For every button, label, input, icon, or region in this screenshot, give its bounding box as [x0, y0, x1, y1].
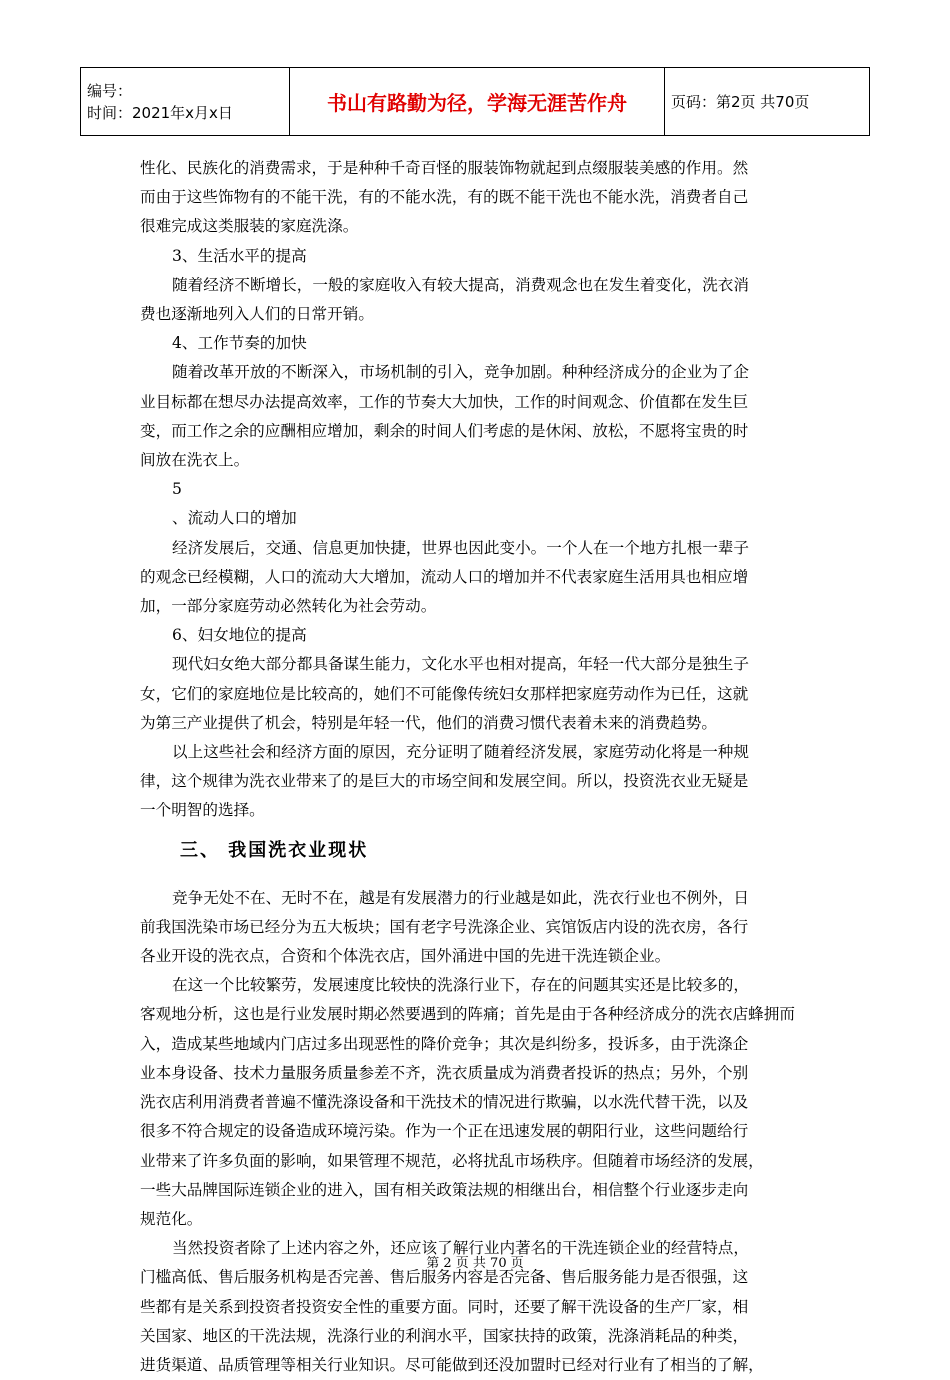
text-line: 为第三产业提供了机会，特别是年轻一代，他们的消费习惯代表着未来的消费趋势。	[140, 713, 717, 732]
text-line: 5	[172, 480, 182, 499]
text-line: 现代妇女绝大部分都具备谋生能力，文化水平也相对提高，年轻一代大部分是独生子	[172, 655, 749, 674]
body-paragraphs-part1	[140, 154, 812, 826]
document-date-label: 时间：2021年x月x日	[87, 103, 233, 122]
text-line: 的观念已经模糊，人口的流动大大增加，流动人口的增加并不代表家庭生活用具也相应增	[140, 567, 749, 586]
text-line: 规范化。	[140, 1209, 203, 1228]
text-line: 以上这些社会和经济方面的原因，充分证明了随着经济发展，家庭劳动化将是一种规	[172, 743, 749, 762]
page-footer: 第 2 页 共 70 页	[426, 1256, 524, 1271]
text-line: 性化、民族化的消费需求，于是种种千奇百怪的服装饰物就起到点缀服装美感的作用。然	[140, 159, 749, 177]
text-line: 经济发展后，交通、信息更加快捷，世界也因此变小。一个人在一个地方扎根一辈子	[172, 538, 749, 557]
text-line: 业目标都在想尽办法提高效率，工作的节奏大大加快，工作的时间观念、价值都在发生巨	[140, 392, 749, 411]
text-line: 关国家、地区的干洗法规，洗涤行业的利润水平，国家扶持的政策，洗涤消耗品的种类，	[140, 1326, 749, 1345]
text-line: 费也逐渐地列入人们的日常开销。	[140, 305, 374, 324]
text-line: 前我国洗染市场已经分为五大板块；国有老字号洗涤企业、宾馆饭店内设的洗衣房，各行	[140, 917, 749, 936]
text-line: 入，造成某些地域内门店过多出现恶性的降价竞争；其次是纠纷多，投诉多，由于洗涤企	[140, 1034, 749, 1053]
text-line: 在这一个比较繁劳，发展速度比较快的洗涤行业下，存在的问题其实还是比较多的，	[172, 976, 749, 995]
text-line: 当然投资者除了上述内容之外，还应该了解行业内著名的干洗连锁企业的经营特点，	[172, 1239, 749, 1258]
header-page-info: 页码：第2页 共70页	[665, 68, 870, 136]
text-line: 进货渠道、品质管理等相关行业知识。尽可能做到还没加盟时已经对行业有了相当的了解，	[140, 1355, 764, 1374]
text-line: 业带来了许多负面的影响，如果管理不规范，必将扰乱市场秩序。但随着市场经济的发展，	[140, 1151, 764, 1170]
text-line: 4、工作节奏的加快	[172, 334, 307, 353]
text-line: 间放在洗衣上。	[140, 451, 250, 470]
text-line: 一个明智的选择。	[140, 801, 265, 820]
text-line: 而由于这些饰物有的不能干洗，有的不能水洗，有的既不能干洗也不能水洗，消费者自己	[140, 188, 749, 207]
text-line: 客观地分析，这也是行业发展时期必然要遇到的阵痛；首先是由于各种经济成分的洗衣店蜂拥而	[140, 1005, 795, 1024]
document-body	[140, 154, 812, 1380]
text-line: 一些大品牌国际连锁企业的进入，国有相关政策法规的相继出台，相信整个行业逐步走向	[140, 1180, 749, 1199]
text-line: 些都有是关系到投资者投资安全性的重要方面。同时，还要了解干洗设备的生产厂家，相	[140, 1297, 749, 1316]
text-line: 洗衣店利用消费者普遍不懂洗涤设备和干洗技术的情况进行欺骗，以水洗代替干洗，以及	[140, 1093, 749, 1112]
text-line: 门槛高低、售后服务机构是否完善、售后服务内容是否完备、售后服务能力是否很强，这	[140, 1268, 749, 1287]
text-line: 6、妇女地位的提高	[172, 626, 307, 645]
header-left-cell	[81, 68, 290, 136]
text-line: 3、生活水平的提高	[172, 246, 307, 265]
document-header-table	[80, 67, 870, 136]
text-line: 变，而工作之余的应酬相应增加，剩余的时间人们考虑的是休闲、放松，不愿将宝贵的时	[140, 421, 749, 440]
body-paragraphs-part2	[140, 884, 812, 1380]
text-line: 律，这个规律为洗衣业带来了的是巨大的市场空间和发展空间。所以，投资洗衣业无疑是	[140, 772, 749, 791]
text-line: 竞争无处不在、无时不在，越是有发展潜力的行业越是如此，洗衣行业也不例外，日	[172, 888, 749, 907]
text-line: 女，它们的家庭地位是比较高的，她们不可能像传统妇女那样把家庭劳动作为已任，这就	[140, 684, 749, 703]
text-line: 很多不符合规定的设备造成环境污染。作为一个正在迅速发展的朝阳行业，这些问题给行	[140, 1122, 749, 1141]
text-line: 随着经济不断增长，一般的家庭收入有较大提高，消费观念也在发生着变化，洗衣消	[172, 275, 749, 294]
text-line: 各业开设的洗衣点，合资和个体洗衣店，国外涌进中国的先进干洗连锁企业。	[140, 947, 671, 966]
text-line: 很难完成这类服装的家庭洗涤。	[140, 217, 359, 236]
document-number-label: 编号：	[87, 81, 133, 100]
header-motto: 书山有路勤为径，学海无涯苦作舟	[290, 68, 665, 136]
text-line: 随着改革开放的不断深入，市场机制的引入，竞争加剧。种种经济成分的企业为了企	[172, 363, 749, 382]
text-line: 加，一部分家庭劳动必然转化为社会劳动。	[140, 597, 437, 616]
section-title: 三、 我国洗衣业现状	[180, 839, 369, 861]
text-line: 、流动人口的增加	[172, 509, 297, 528]
text-line: 业本身设备、技术力量服务质量参差不齐，洗衣质量成为消费者投诉的热点；另外，个别	[140, 1063, 749, 1082]
